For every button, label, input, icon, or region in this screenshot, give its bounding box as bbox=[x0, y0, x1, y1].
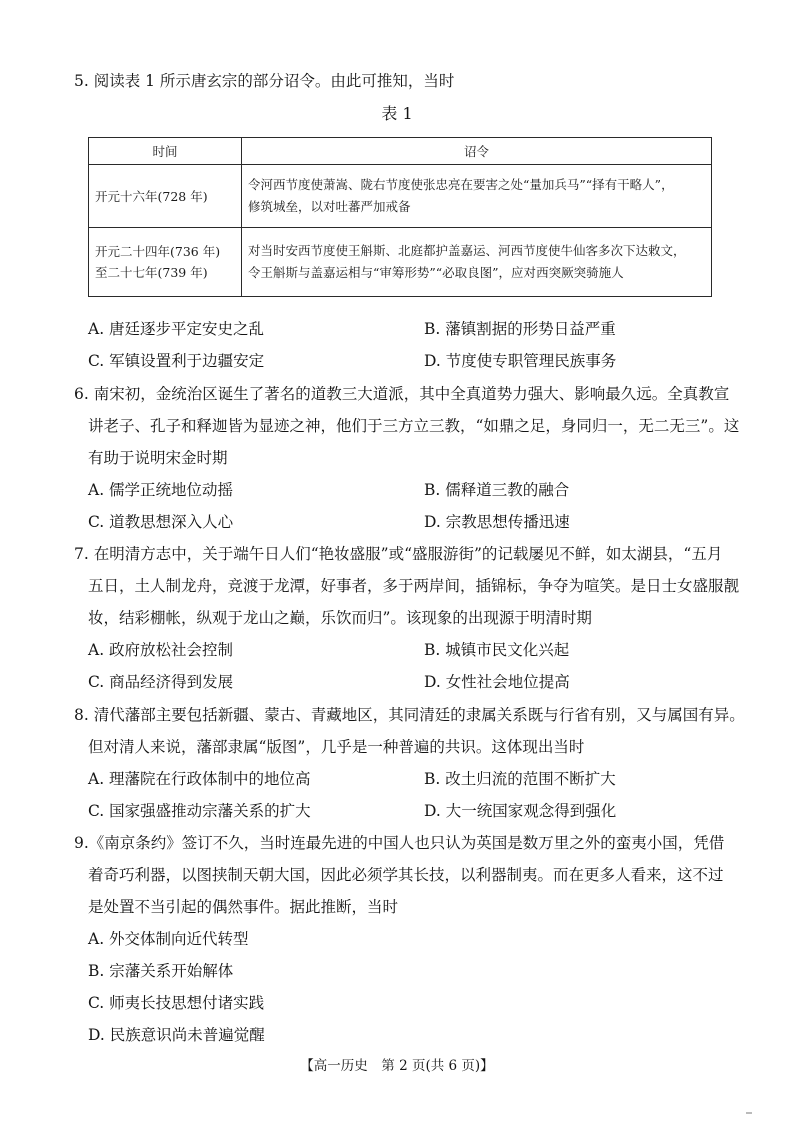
q5-option-a: A. 唐廷逐步平定安史之乱 bbox=[88, 320, 265, 338]
q5-option-d: D. 节度使专职管理民族事务 bbox=[424, 352, 617, 370]
q9-option-a: A. 外交体制向近代转型 bbox=[88, 930, 249, 948]
q6-option-a: A. 儒学正统地位动摇 bbox=[88, 481, 234, 499]
q6-option-b: B. 儒释道三教的融合 bbox=[424, 481, 570, 499]
time-cell bbox=[89, 165, 242, 228]
q7-option-c: C. 商品经济得到发展 bbox=[88, 673, 234, 691]
q8-option-b: B. 改土归流的范围不断扩大 bbox=[424, 770, 616, 788]
table-header-row bbox=[89, 138, 712, 165]
q6-stem-line: 讲老子、孔子和释迦皆为显迹之神，他们于三方立三教，“如鼎之足，身同归一，无二无三”。这 bbox=[88, 417, 740, 435]
q9-option-b: B. 宗藩关系开始解体 bbox=[88, 962, 234, 980]
table-row bbox=[89, 165, 712, 228]
edict-text: 修筑城垒，以对吐蕃严加戒备 bbox=[248, 199, 411, 214]
page-footer: 【高一历史 第 2 页(共 6 页)】 bbox=[300, 1058, 494, 1074]
q5-stem: 5. 阅读表 1 所示唐玄宗的部分诏令。由此可推知，当时 bbox=[74, 72, 455, 90]
edicts-table bbox=[88, 137, 712, 297]
edict-text: 令王斛斯与盖嘉运相与“审筹形势”“必取良图”，应对西突厥突骑施人 bbox=[248, 265, 624, 280]
q6-option-c: C. 道教思想深入人心 bbox=[88, 513, 234, 531]
scan-speck bbox=[746, 1112, 752, 1114]
q7-stem-line: 五日，土人制龙舟，竞渡于龙潭，好事者，多于两岸间，插锦标，争夺为喧笑。是日士女盛服靓 bbox=[88, 577, 740, 595]
table-caption: 表 1 bbox=[381, 104, 413, 123]
q9-stem-line: 着奇巧利器，以图挟制天朝大国，因此必须学其长技，以利器制夷。而在更多人看来，这不过 bbox=[88, 866, 724, 884]
edict-text: 对当时安西节度使王斛斯、北庭都护盖嘉运、河西节度使牛仙客多次下达敕文， bbox=[248, 243, 686, 258]
q9-stem-line: 是处置不当引起的偶然事件。据此推断，当时 bbox=[88, 898, 399, 916]
q9-option-d: D. 民族意识尚未普遍觉醒 bbox=[88, 1026, 265, 1044]
edict-cell bbox=[242, 165, 712, 228]
edict-text: 令河西节度使萧嵩、陇右节度使张忠亮在要害之处“量加兵马”“择有干略人”， bbox=[248, 177, 674, 192]
time-cell bbox=[89, 228, 242, 297]
q6-option-d: D. 宗教思想传播迅速 bbox=[424, 513, 570, 531]
time-text: 开元二十四年(736 年) bbox=[95, 244, 221, 259]
q8-option-d: D. 大一统国家观念得到强化 bbox=[424, 802, 617, 820]
q9-stem-line: 9.《南京条约》签订不久，当时连最先进的中国人也只认为英国是数万里之外的蛮夷小国，凭借 bbox=[74, 834, 725, 852]
time-text: 至二十七年(739 年) bbox=[95, 265, 208, 280]
q5-option-c: C. 军镇设置利于边疆安定 bbox=[88, 352, 265, 370]
edict-cell bbox=[242, 228, 712, 297]
q8-stem-line: 但对清人来说，藩部隶属“版图”，几乎是一种普遍的共识。这体现出当时 bbox=[88, 738, 585, 756]
q7-option-d: D. 女性社会地位提高 bbox=[424, 673, 570, 691]
q8-option-a: A. 理藩院在行政体制中的地位高 bbox=[88, 770, 311, 788]
q7-option-b: B. 城镇市民文化兴起 bbox=[424, 641, 570, 659]
header-time: 时间 bbox=[89, 138, 242, 165]
q8-stem-line: 8. 清代藩部主要包括新疆、蒙古、青藏地区，其同清廷的隶属关系既与行省有别，又与属国有异。 bbox=[74, 706, 745, 724]
q7-option-a: A. 政府放松社会控制 bbox=[88, 641, 234, 659]
q8-option-c: C. 国家强盛推动宗藩关系的扩大 bbox=[88, 802, 311, 820]
q5-option-b: B. 藩镇割据的形势日益严重 bbox=[424, 320, 616, 338]
header-edict: 诏令 bbox=[242, 138, 712, 165]
time-text: 开元十六年(728 年) bbox=[95, 188, 208, 204]
q7-stem-line: 7. 在明清方志中，关于端午日人们“艳妆盛服”或“盛服游街”的记载屡见不鲜，如太湖县，“五月 bbox=[74, 545, 723, 563]
q9-option-c: C. 师夷长技思想付诸实践 bbox=[88, 994, 265, 1012]
q6-stem-line: 6. 南宋初，金统治区诞生了著名的道教三大道派，其中全真道势力强大、影响最久远。全真教宣 bbox=[74, 385, 730, 403]
q7-stem-line: 妆，结彩棚帐，纵观于龙山之巅，乐饮而归”。该现象的出现源于明清时期 bbox=[88, 609, 592, 627]
table-row bbox=[89, 228, 712, 297]
q6-stem-line: 有助于说明宋金时期 bbox=[88, 449, 228, 467]
